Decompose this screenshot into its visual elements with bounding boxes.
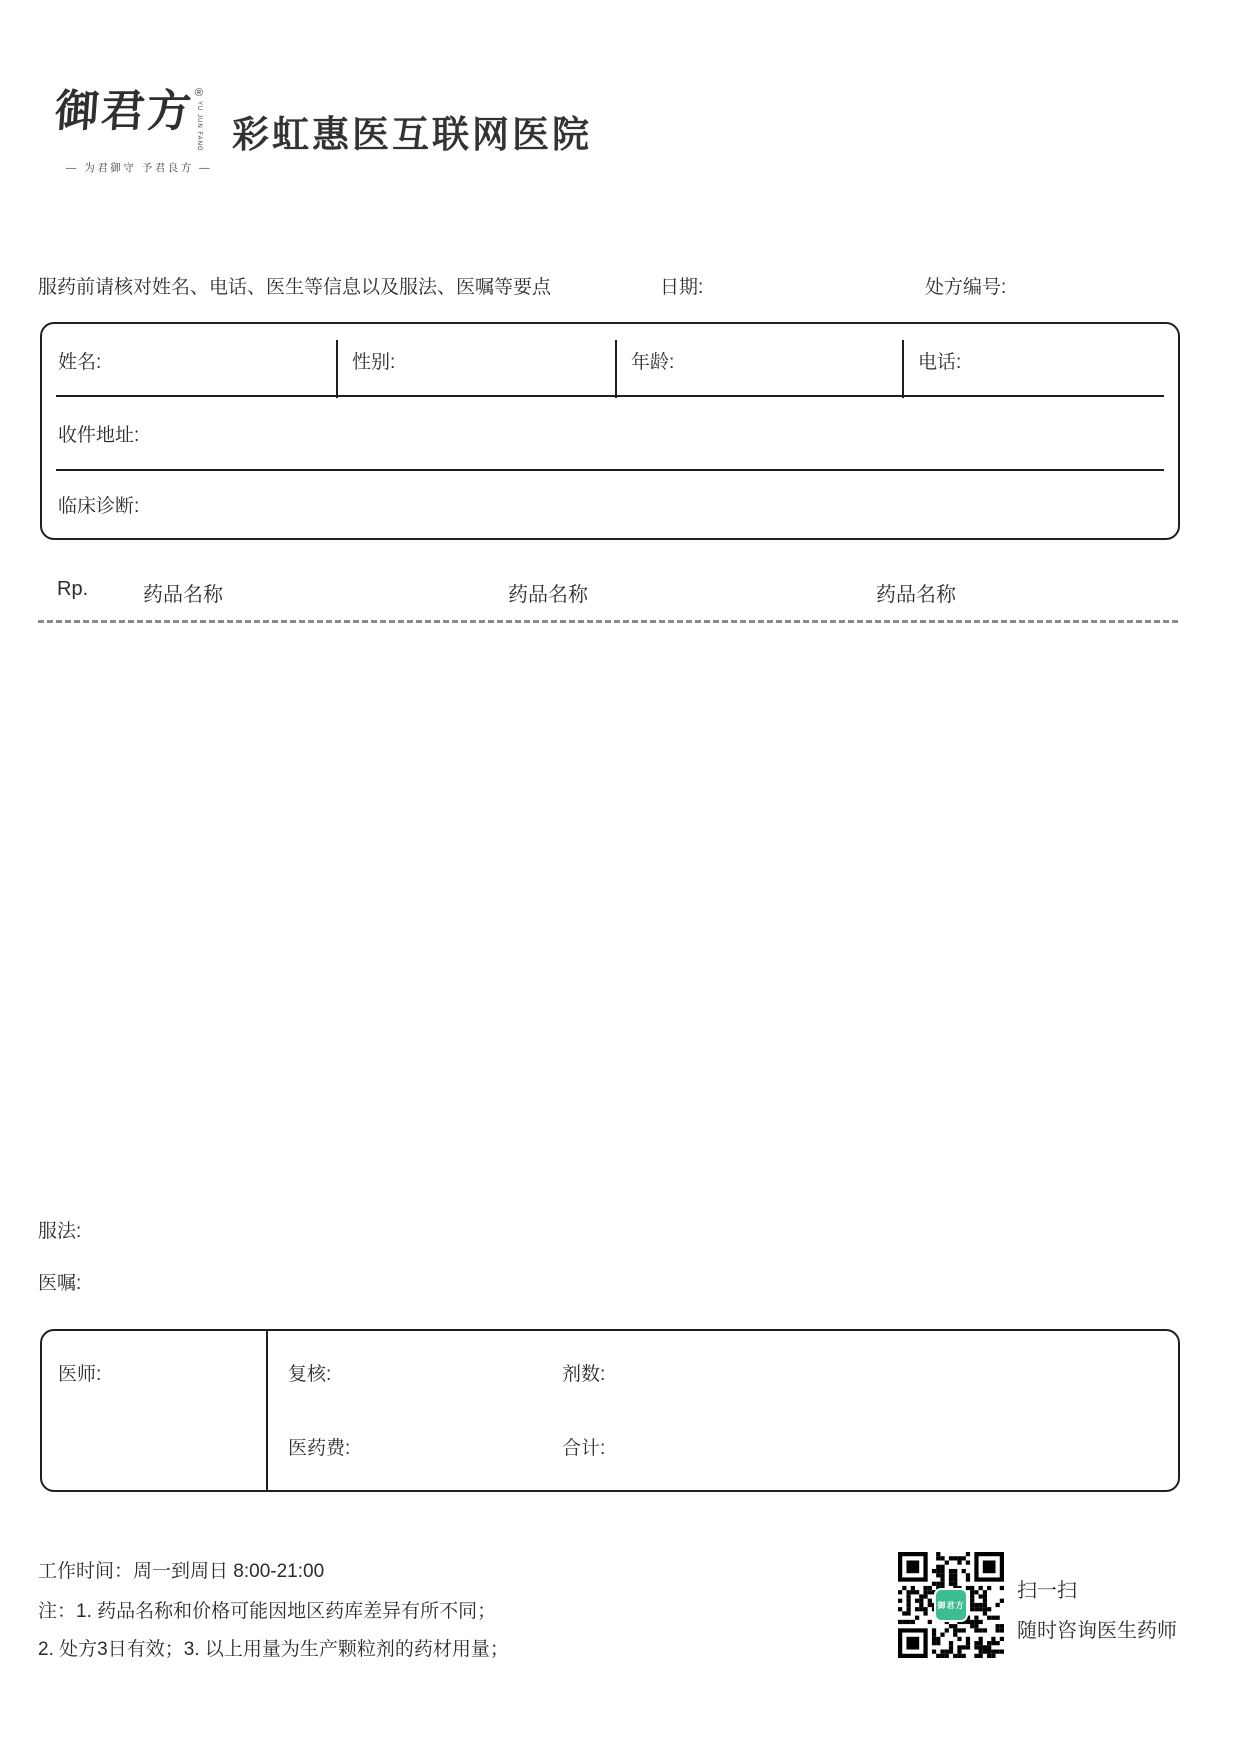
patient-gender-field bbox=[336, 324, 615, 396]
notice-row bbox=[0, 272, 1240, 298]
patient-name-field bbox=[42, 324, 336, 396]
usage-method-label: 服法: bbox=[38, 1221, 82, 1242]
signoff-column-divider bbox=[266, 1331, 268, 1490]
note-line-2: 2. 处方3日有效；3. 以上用量为生产颗粒剂的药材用量； bbox=[38, 1639, 509, 1660]
patient-name-label: 姓名: bbox=[58, 351, 102, 373]
hospital-title: 彩虹惠医互联网医院 bbox=[232, 114, 592, 155]
patient-row-basic bbox=[42, 324, 1178, 396]
brand-mark bbox=[195, 88, 203, 152]
patient-info-box bbox=[40, 322, 1180, 540]
signoff-box bbox=[40, 1329, 1180, 1492]
patient-phone-field bbox=[902, 324, 1178, 396]
qr-caption-subtitle: 随时咨询医生药师 bbox=[1017, 1620, 1177, 1642]
rx-number-label: 处方编号: bbox=[925, 277, 1007, 298]
qr-center-logo: 御君方 bbox=[934, 1588, 968, 1622]
brand-logo: 御君方 bbox=[53, 86, 195, 137]
review-label: 复核: bbox=[288, 1364, 332, 1385]
brand-side-text: YU JUN FANG bbox=[196, 101, 203, 152]
rp-label: Rp. bbox=[57, 578, 89, 600]
patient-age-label: 年龄: bbox=[631, 351, 675, 373]
drug-name-header-2: 药品名称 bbox=[508, 584, 588, 606]
rp-header-row bbox=[0, 578, 1240, 604]
patient-diagnosis-field bbox=[42, 471, 1178, 537]
patient-age-field bbox=[615, 324, 902, 396]
date-label: 日期: bbox=[660, 277, 704, 298]
patient-diagnosis-label: 临床诊断: bbox=[58, 495, 140, 517]
brand-main bbox=[55, 88, 225, 152]
column-divider bbox=[902, 340, 904, 398]
column-divider bbox=[615, 340, 617, 398]
rp-separator-dashed-line bbox=[38, 620, 1178, 623]
notice-text: 服药前请核对姓名、电话、医生等信息以及服法、医嘱等要点 bbox=[38, 277, 552, 298]
patient-gender-label: 性别: bbox=[352, 351, 396, 373]
qr-caption-title: 扫一扫 bbox=[1017, 1580, 1077, 1602]
drug-name-header-3: 药品名称 bbox=[876, 584, 956, 606]
doctor-advice-label: 医嘱: bbox=[38, 1273, 82, 1294]
patient-address-label: 收件地址: bbox=[58, 424, 140, 446]
drug-name-header-1: 药品名称 bbox=[143, 584, 223, 606]
work-hours-text: 工作时间：周一到周日 8:00-21:00 bbox=[38, 1561, 325, 1582]
medicine-fee-label: 医药费: bbox=[288, 1438, 351, 1459]
qr-code bbox=[898, 1552, 1004, 1658]
brand-block bbox=[55, 88, 225, 175]
column-divider bbox=[336, 340, 338, 398]
brand-tagline: — 为君御守 予君良方 — bbox=[65, 161, 213, 174]
patient-address-field bbox=[42, 397, 1178, 469]
patient-phone-label: 电话: bbox=[918, 351, 962, 373]
note-line-1: 注：1. 药品名称和价格可能因地区药库差异有所不同； bbox=[38, 1601, 497, 1622]
registered-trademark-icon: ® bbox=[195, 87, 204, 99]
total-label: 合计: bbox=[562, 1438, 606, 1459]
physician-label: 医师: bbox=[58, 1364, 102, 1385]
doses-label: 剂数: bbox=[562, 1364, 606, 1385]
